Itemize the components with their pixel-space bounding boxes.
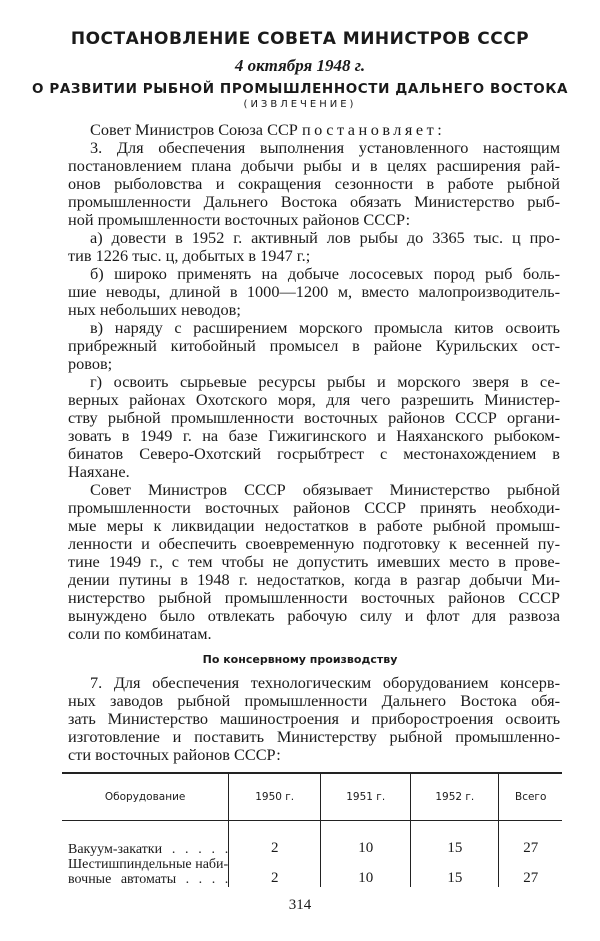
column-header: 1950 г. (229, 773, 321, 821)
equipment-table (62, 772, 562, 887)
equipment-name-line: Вакуум-закатки . . . . . (68, 842, 229, 857)
spacer (499, 821, 562, 840)
text-line: ству рыбной промышленности восточных районов СССР органи- (68, 408, 560, 427)
spacer (411, 821, 499, 840)
document-subtitle: О РАЗВИТИИ РЫБНОЙ ПРОМЫШЛЕННОСТИ ДАЛЬНЕГО ВОСТОКА (31, 81, 569, 97)
equipment-name-line: Шестишпиндельные наби- (68, 857, 229, 872)
text-line: в) наряду с расширением морского промысла китов освоить (90, 318, 560, 337)
column-header: Всего (499, 773, 562, 821)
text-line: соли по комбинатам. (68, 624, 212, 643)
text-line: ленности и обеспечить своевременную подготовку к весенней пу- (68, 534, 560, 553)
page-number: 314 (288, 897, 312, 913)
document-title: ПОСТАНОВЛЕНИЕ СОВЕТА МИНИСТРОВ СССР (70, 29, 530, 49)
column-header: 1951 г. (321, 773, 411, 821)
intro-spaced-word: постановляет: (301, 120, 446, 139)
column-header: 1952 г. (411, 773, 499, 821)
paragraph-7 (68, 674, 560, 764)
spacer (229, 821, 321, 840)
table-cell: 2 (229, 857, 321, 887)
text-line: тив 1226 тыс. ц, добытых в 1947 г.; (68, 246, 311, 265)
text-line: бинатов Северо-Охотский госрыбтрест с местонахождением в (68, 444, 560, 463)
text-line: ной промышленности восточных районов СССР: (68, 210, 411, 229)
table-header-row (62, 773, 562, 821)
table-row (62, 839, 562, 857)
equipment-name (62, 839, 229, 857)
equipment-name-line: вочные автоматы . . . . (68, 872, 229, 887)
text-line: Наяхане. (68, 462, 130, 481)
table-cell: 15 (411, 839, 499, 857)
text-line: тине 1949 г., с тем чтобы не допустить имевших место в прове- (68, 552, 560, 571)
table-cell: 27 (499, 857, 562, 887)
text-line: верных районах Охотского моря, для чего разрешить Министер- (68, 390, 560, 409)
table-cell: 15 (411, 857, 499, 887)
table-cell: 10 (321, 857, 411, 887)
text-line: 7. Для обеспечения технологическим оборудованием консерв- (90, 673, 560, 692)
text-line: постановлением плана добычи рыбы и в целях расширения рай- (68, 156, 560, 175)
text-line: онов рыболовства и сокращения сезонности в работе рыбной (68, 174, 560, 193)
text-line: вынуждено было отвлекать рабочую силу и флот для развоза (68, 606, 560, 625)
text-line: а) довести в 1952 г. активный лов рыбы до 3365 тыс. ц про- (90, 228, 560, 247)
text-line: Совет Министров СССР обязывает Министерство рыбной (90, 480, 560, 499)
text-line: зать Министерство машиностроения и приборостроения освоить (68, 709, 560, 728)
paragraph (68, 373, 560, 481)
text-line: ровов; (68, 354, 113, 373)
spacer (62, 821, 229, 840)
text-line: б) широко применять на добыче лососевых пород рыб боль- (90, 264, 560, 283)
table-cell: 27 (499, 839, 562, 857)
text-line: зовать в 1949 г. на базе Гижигинского и Наяханского рыбоком- (68, 426, 560, 445)
text-line: промышленности Дальнего Востока обязать Министерство рыб- (68, 192, 560, 211)
document-date: 4 октября 1948 г. (234, 56, 366, 75)
table-cell: 10 (321, 839, 411, 857)
text-line: промышленности восточных районов СССР принять необходи- (68, 498, 560, 517)
spacer (321, 821, 411, 840)
intro-text: Совет Министров Союза ССР (90, 120, 298, 139)
body-text (68, 121, 560, 643)
paragraph (68, 139, 560, 229)
text-line: прибрежный китобойный промысел в районе Курильских ост- (68, 336, 560, 355)
text-line: сти восточных районов СССР: (68, 745, 281, 764)
text-line: дении путины в 1948 г. недостатков, когда в разгар добычи Ми- (68, 570, 560, 589)
paragraph (68, 229, 560, 265)
equipment-name (62, 857, 229, 887)
intro-line (68, 121, 560, 139)
text-line: ных заводов рыбной промышленности Дальнего Востока обя- (68, 691, 560, 710)
text-line: шие неводы, длиной в 1000—1200 м, вместо малопроизводитель- (68, 282, 560, 301)
paragraph (68, 319, 560, 373)
text-line: 3. Для обеспечения выполнения установленного настоящим (90, 138, 560, 157)
text-line: нистерство рыбной промышленности восточных районов СССР (68, 588, 560, 607)
extract-label: (ИЗВЛЕЧЕНИЕ) (243, 99, 357, 110)
table-cell: 2 (229, 839, 321, 857)
text-line: ных небольших неводов; (68, 300, 241, 319)
table-row (62, 857, 562, 887)
paragraph (68, 481, 560, 643)
column-header: Оборудование (62, 773, 229, 821)
text-line: изготовление и поставить Министерству рыбной промышленно- (68, 727, 560, 746)
text-line: мые меры к ликвидации недостатков в работе рыбной промыш- (68, 516, 560, 535)
paragraph (68, 265, 560, 319)
text-line: г) освоить сырьевые ресурсы рыбы и морского зверя в се- (90, 372, 560, 391)
section-heading: По консервному производству (202, 653, 398, 666)
